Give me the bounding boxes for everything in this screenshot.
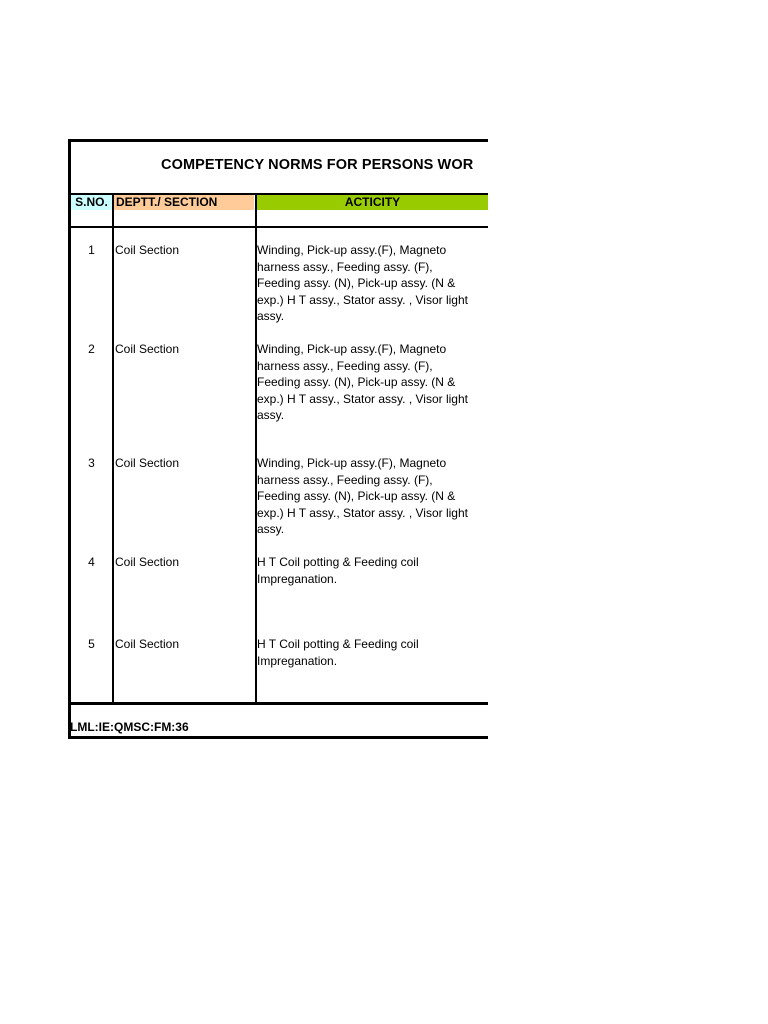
row-4-sno: 4: [88, 555, 95, 569]
row-4-dept: Coil Section: [115, 555, 180, 569]
row-1-dept: Coil Section: [115, 243, 180, 257]
column-divider: [112, 195, 114, 703]
row-2-activity: Winding, Pick-up assy.(F), Magneto harness assy., Feeding assy. (F), Feeding assy. (N), Pick-up assy. (N & exp.) H T assy., Stator assy. , Visor light assy.: [257, 342, 468, 422]
footer-border: [68, 736, 488, 739]
row-1-activity: Winding, Pick-up assy.(F), Magneto harness assy., Feeding assy. (F), Feeding assy. (N), Pick-up assy. (N & exp.) H T assy., Stator assy. , Visor light assy.: [257, 243, 468, 323]
row-3-sno: 3: [88, 456, 95, 470]
table-border-bottom: [68, 702, 488, 705]
column-header-dept: DEPTT./ SECTION: [114, 195, 254, 210]
table-border-top: [68, 139, 488, 142]
row-1-sno: 1: [88, 243, 95, 257]
row-5-activity: H T Coil potting & Feeding coil Impreganation.: [257, 637, 419, 668]
header-bottom-divider: [71, 226, 488, 228]
document-title: COMPETENCY NORMS FOR PERSONS WOR: [161, 157, 474, 173]
row-5-dept: Coil Section: [115, 637, 180, 651]
row-5-sno: 5: [88, 637, 95, 651]
column-header-activity: ACTICITY: [257, 195, 488, 210]
row-2-sno: 2: [88, 342, 95, 356]
row-4-activity: H T Coil potting & Feeding coil Impreganation.: [257, 555, 419, 586]
row-3-activity: Winding, Pick-up assy.(F), Magneto harness assy., Feeding assy. (F), Feeding assy. (N), Pick-up assy. (N & exp.) H T assy., Stator assy. , Visor light assy.: [257, 456, 468, 536]
row-3-dept: Coil Section: [115, 456, 180, 470]
column-header-sno: S.NO.: [71, 195, 112, 210]
form-code: LML:IE:QMSC:FM:36: [70, 720, 189, 734]
row-2-dept: Coil Section: [115, 342, 180, 356]
